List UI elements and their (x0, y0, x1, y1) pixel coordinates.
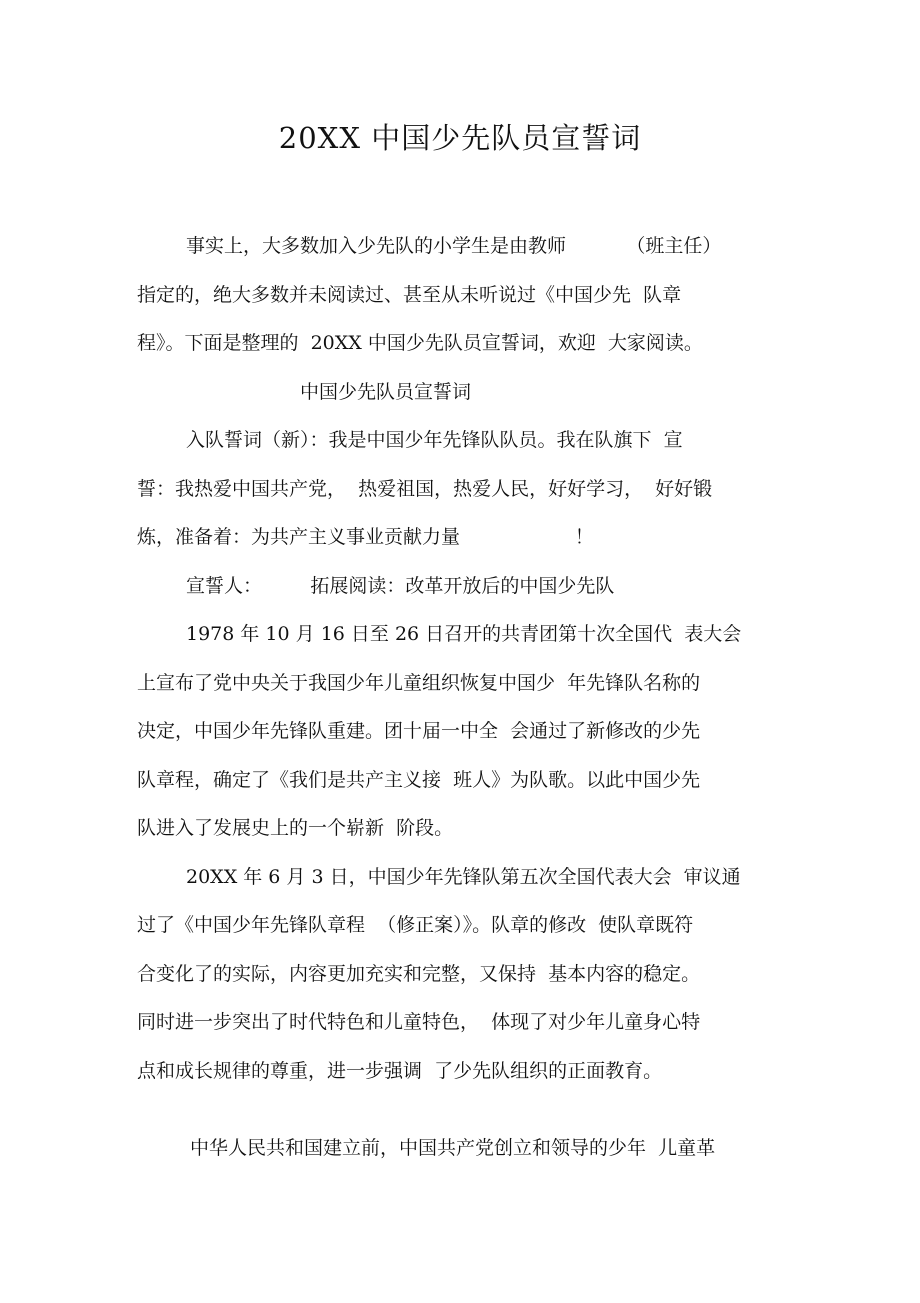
text-line: 合变化了的实际，内容更加充实和完整，又保持 基本内容的稳定。 (137, 963, 701, 985)
text-line: 同时进一步突出了时代特色和儿童特色， 体现了对少年儿童身心特 (137, 1011, 701, 1033)
text-line: 队章程，确定了《我们是共产主义接 班人》为队歌。以此中国少先 (137, 769, 701, 791)
text-line: 决定，中国少年先锋队重建。团十届一中全 会通过了新修改的少先 (137, 720, 701, 742)
section-heading: 中国少先队员宣誓词 (300, 381, 472, 403)
document-title: 20XX 中国少先队员宣誓词 (278, 121, 642, 155)
text-line: 程》。下面是整理的 20XX 中国少先队员宣誓词，欢迎 大家阅读。 (137, 332, 703, 354)
text-line: 炼，准备着：为共产主义事业贡献力量 ！ (137, 526, 594, 548)
text-line: 誓：我热爱中国共产党， 热爱祖国，热爱人民，好好学习， 好好锻 (137, 478, 713, 500)
text-line: 指定的，绝大多数并未阅读过、甚至从未听说过《中国少先 队章 (137, 284, 682, 306)
text-line: 中华人民共和国建立前，中国共产党创立和领导的少年 儿童革 (190, 1137, 716, 1159)
text-line: 入队誓词（新）：我是中国少年先锋队队员。我在队旗下 宣 (186, 429, 683, 451)
text-line: 上宣布了党中央关于我国少年儿童组织恢复中国少 年先锋队名称的 (137, 672, 701, 694)
text-line: 点和成长规律的尊重，进一步强调 了少先队组织的正面教育。 (137, 1060, 663, 1082)
text-line: 事实上，大多数加入少先队的小学生是由教师 （班主任） (186, 235, 722, 257)
text-line: 过了《中国少年先锋队章程 （修正案）》。队章的修改 使队章既符 (137, 914, 694, 936)
text-line: 队进入了发展史上的一个崭新 阶段。 (137, 817, 454, 839)
text-line: 20XX 年 6 月 3 日，中国少年先锋队第五次全国代表大会 审议通 (186, 866, 741, 888)
text-line: 1978 年 10 月 16 日至 26 日召开的共青团第十次全国代 表大会 (186, 623, 742, 645)
text-line: 宣誓人： 拓展阅读：改革开放后的中国少先队 (186, 575, 615, 597)
